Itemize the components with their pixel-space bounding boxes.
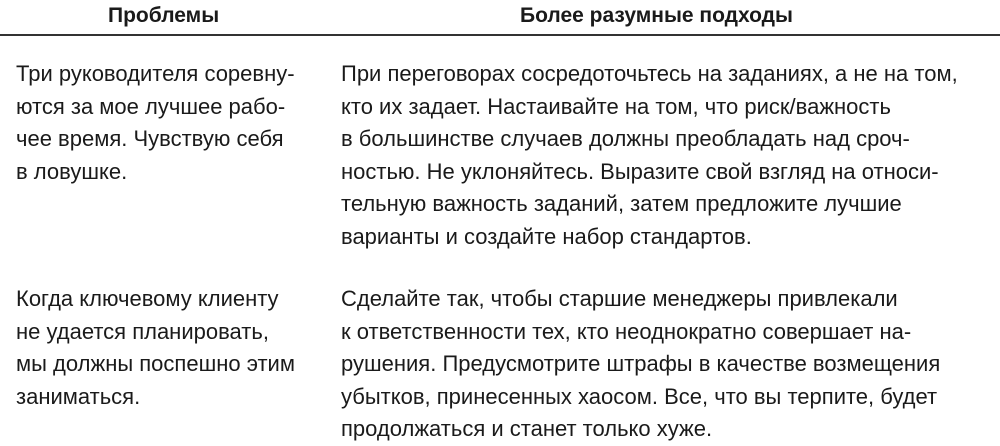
row-1-approach-cell (341, 58, 958, 253)
text-line: в ловушке. (16, 158, 128, 184)
text-line: тельную важность заданий, затем предложите лучшие (341, 191, 902, 216)
text-line: Когда ключевому клиенту (16, 286, 279, 311)
text-line: чее время. Чувствую себя (16, 126, 284, 151)
text-line: варианты и создайте набор стандартов. (341, 223, 752, 249)
text-line: ностью. Не уклоняйтесь. Выразите свой взгляд на относи- (341, 158, 939, 184)
text-line: мы должны поспешно этим (16, 351, 295, 376)
row-2-problem-cell (16, 283, 295, 413)
column-header-approaches: Более разумные подходы (520, 4, 793, 27)
text-line: При переговорах сосредоточьтесь на заданиях, а не на том, (341, 61, 958, 86)
text-line: кто их задает. Настаивайте на том, что риск/важность (341, 93, 891, 119)
text-line: в большинстве случаев должны преобладать над сроч- (341, 126, 910, 151)
text-line: ются за мое лучшее рабо- (16, 93, 286, 119)
row-1-problem-cell (16, 58, 295, 188)
text-line: не удается планировать, (16, 318, 269, 344)
text-line: Сделайте так, чтобы старшие менеджеры привлекали (341, 286, 898, 311)
text-line: продолжаться и станет только хуже. (341, 416, 713, 441)
table-header (0, 0, 1000, 36)
text-line: рушения. Предусмотрите штрафы в качестве возмещения (341, 351, 941, 376)
row-2-approach-cell (341, 283, 940, 446)
column-header-problems: Проблемы (108, 4, 220, 27)
text-line: Три руководителя соревну- (16, 61, 295, 86)
text-line: заниматься. (16, 383, 141, 409)
text-line: убытков, принесенных хаосом. Все, что вы терпите, будет (341, 383, 938, 409)
text-line: к ответственности тех, кто неоднократно совершает на- (341, 318, 912, 344)
